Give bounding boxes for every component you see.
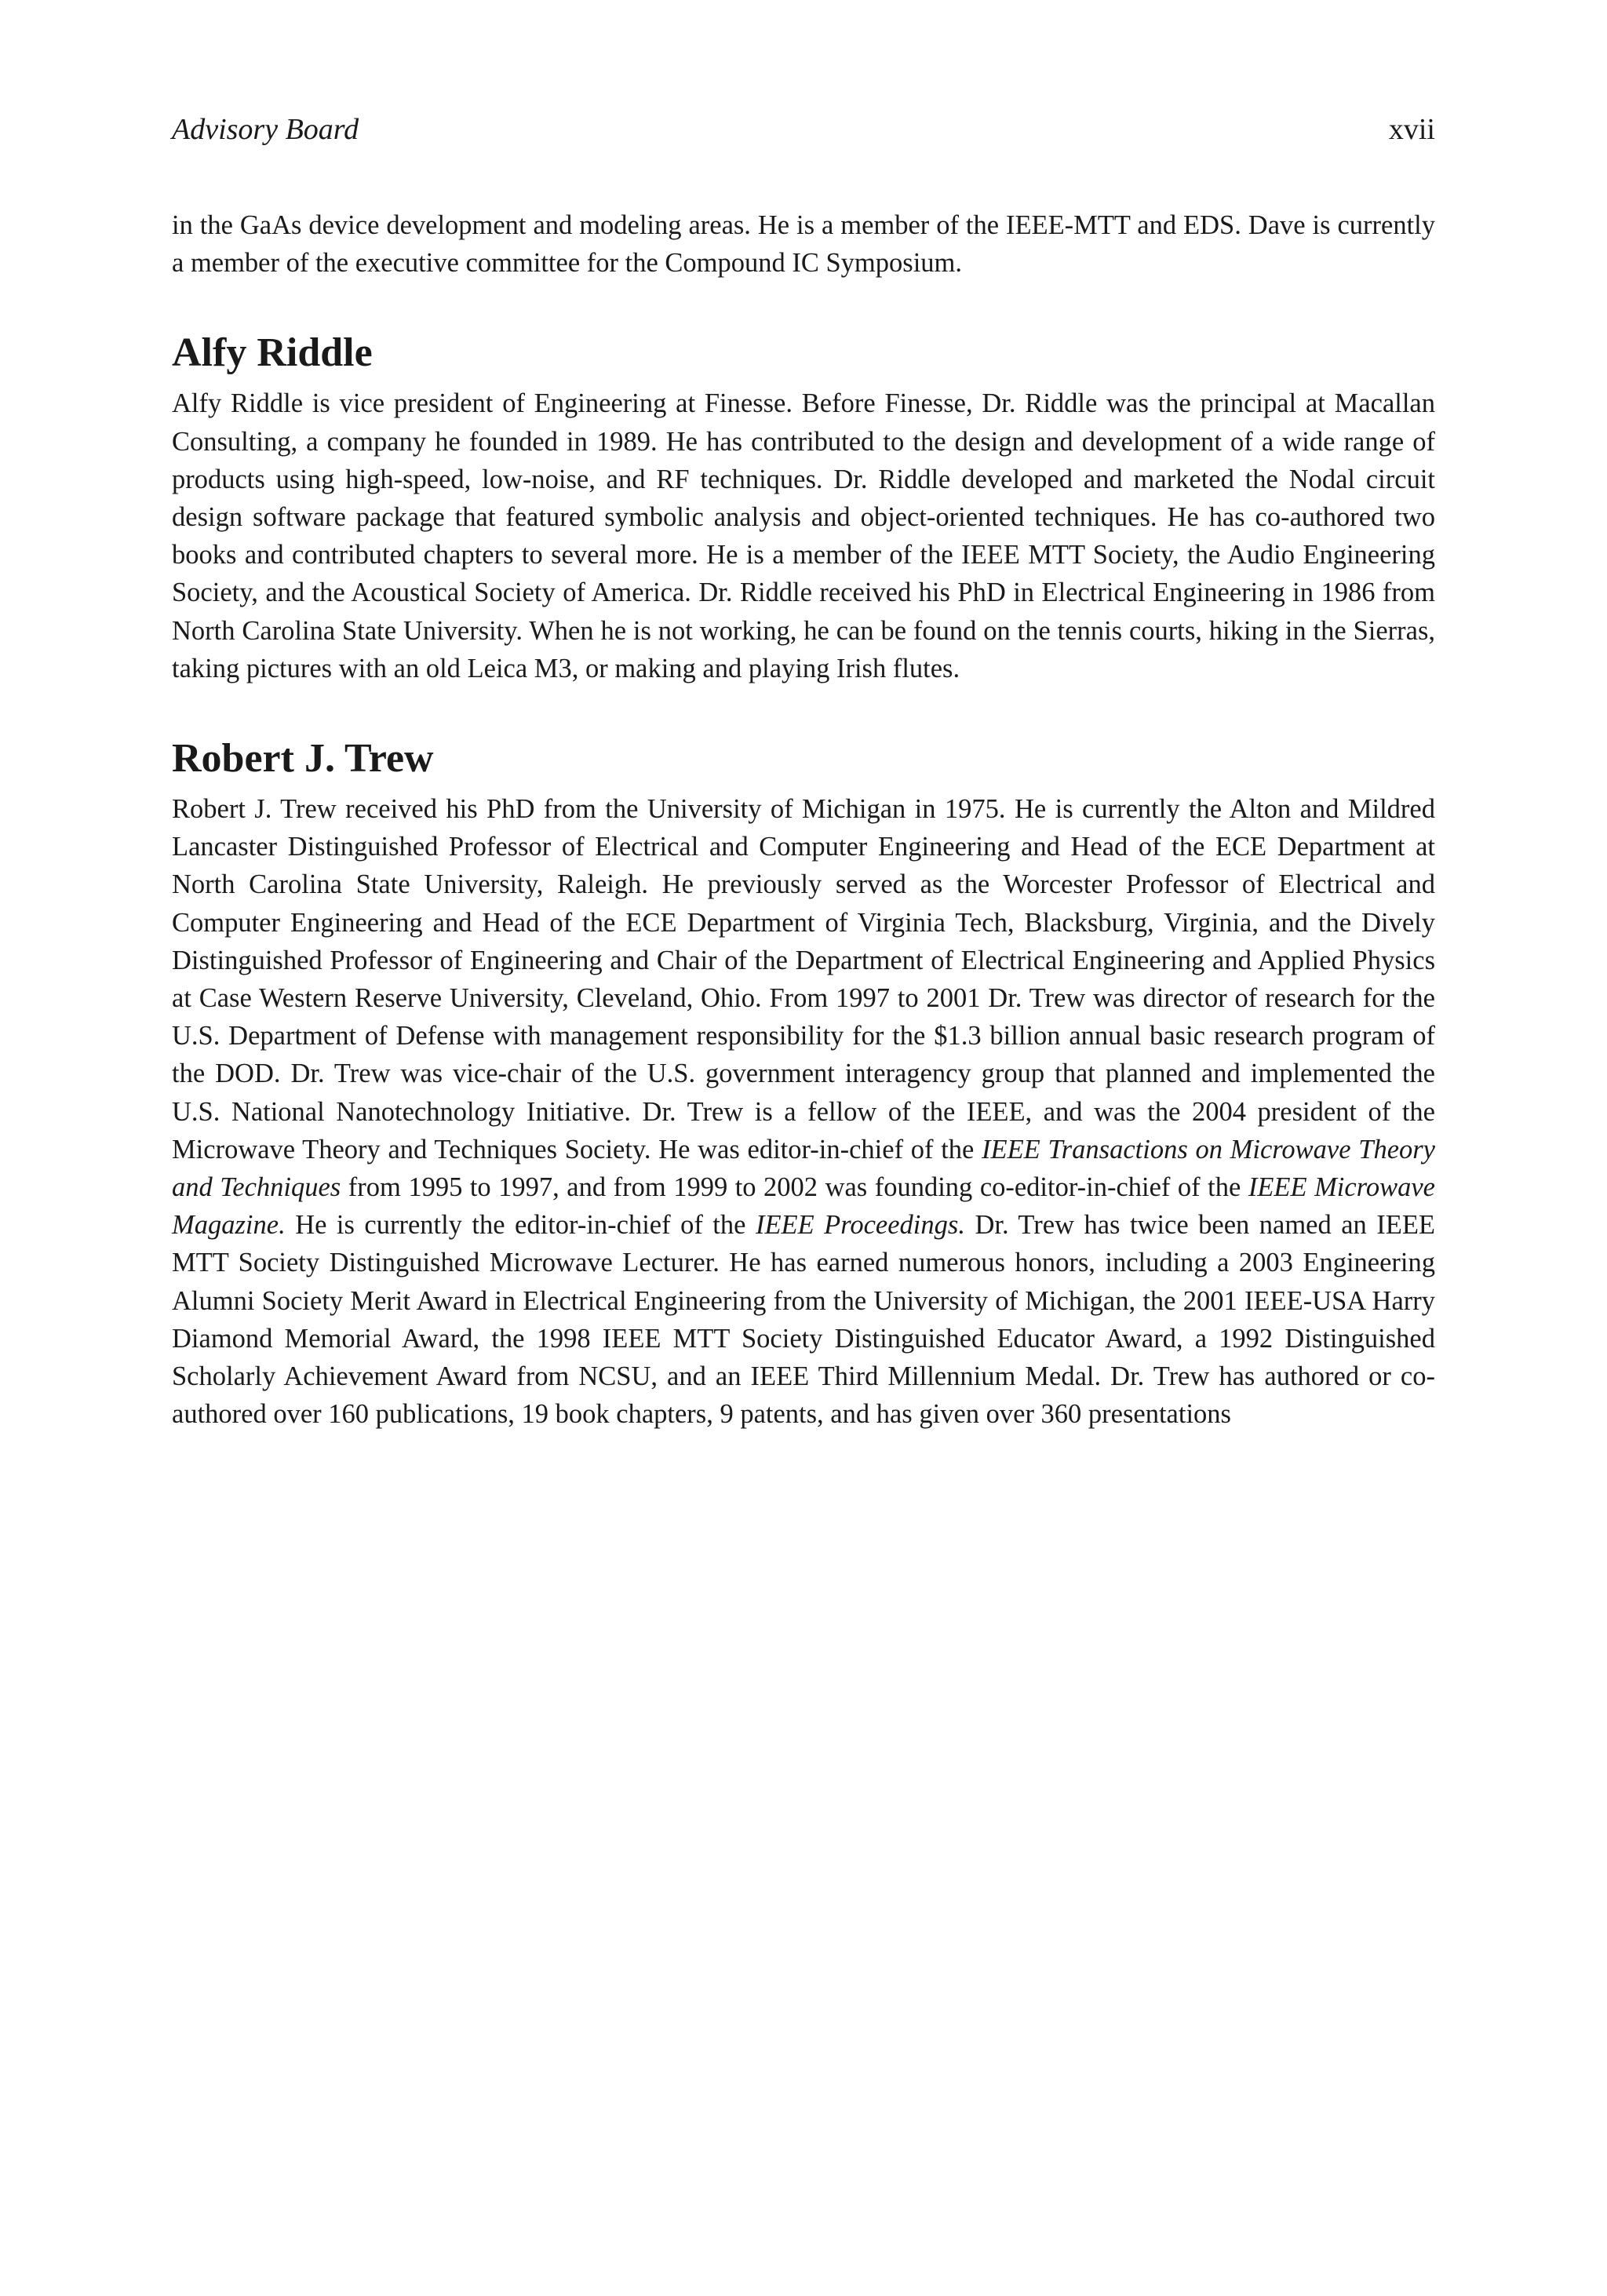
bio-text-segment: Robert J. Trew received his PhD from the University of Michigan in 1975. He is currently the Alton and Mildred Lancaster Distinguished Professor of Electrical and Computer Engineering and Head of the ECE Department at North Carolina State University, Raleigh. He previously served as the Worcester Professor of Electrical and Computer Engineering and Head of the ECE Department of Virginia Tech, Blacksburg, Virginia, and the Dively Distinguished Professor of Engineering and Chair of the Department of Electrical Engineering and Applied Physics at Case Western Reserve University, Cleveland, Ohio. From 1997 to 2001 Dr. Trew was director of research for the U.S. Department of Defense with management responsibility for the $1.3 billion annual basic research program of the DOD. Dr. Trew was vice-chair of the U.S. government interagency group that planned and implemented the U.S. National Nanotechnology Initiative. Dr. Trew is a fellow of the IEEE, and was the 2004 president of the Microwave Theory and Techniques Society. He was editor-in-chief of the (172, 794, 1435, 1164)
page-number: xvii (1388, 113, 1435, 146)
bio-paragraph-riddle: Alfy Riddle is vice president of Engineering at Finesse. Before Finesse, Dr. Riddle was the principal at Macallan Consulting, a company he founded in 1989. He has contributed to the design and development of a wide range of products using high-speed, low-noise, and RF techniques. Dr. Riddle developed and marketed the Nodal circuit design software package that featured symbolic analysis and object-oriented techniques. He has co-authored two books and contributed chapters to several more. He is a member of the IEEE MTT Society, the Audio Engineering Society, and the Acoustical Society of America. Dr. Riddle received his PhD in Electrical Engineering in 1986 from North Carolina State University. When he is not working, he can be found on the tennis courts, hiking in the Sierras, taking pictures with an old Leica M3, or making and playing Irish flutes. (172, 388, 1435, 683)
bio-text-segment: Dr. Trew has twice been named an IEEE MTT Society Distinguished Microwave Lecturer. He has earned numerous honors, including a 2003 Engineering Alumni Society Merit Award in Electrical Engineering from the University of Michigan, the 2001 IEEE-USA Harry Diamond Memorial Award, the 1998 IEEE MTT Society Distinguished Educator Award, a 1992 Distinguished Scholarly Achievement Award from NCSU, and an IEEE Third Millennium Medal. Dr. Trew has authored or co-authored over 160 publications, 19 book chapters, 9 patents, and has given over 360 presentations (172, 1210, 1435, 1430)
running-title: Advisory Board (172, 113, 359, 146)
section-heading-trew: Robert J. Trew (172, 736, 434, 782)
bio-paragraph-trew (172, 790, 1435, 1433)
journal-title-transactions: IEEE Transactions on Microwave Theory and Techniques (172, 1134, 1435, 1203)
section-heading-riddle: Alfy Riddle (172, 330, 373, 376)
journal-title-magazine: IEEE Microwave Magazine. (172, 1172, 1435, 1241)
bio-text-segment: He is currently the editor-in-chief of the (285, 1210, 756, 1241)
intro-paragraph: in the GaAs device development and modeling areas. He is a member of the IEEE-MTT and EDS. Dave is currently a member of the executive committee for the Compound IC Symposium. (172, 210, 1435, 279)
journal-title-proceedings: IEEE Proceedings. (755, 1210, 965, 1241)
bio-text-segment: from 1995 to 1997, and from 1999 to 2002 was founding co-editor-in-chief of the (341, 1172, 1248, 1203)
page-body (172, 206, 1435, 1433)
